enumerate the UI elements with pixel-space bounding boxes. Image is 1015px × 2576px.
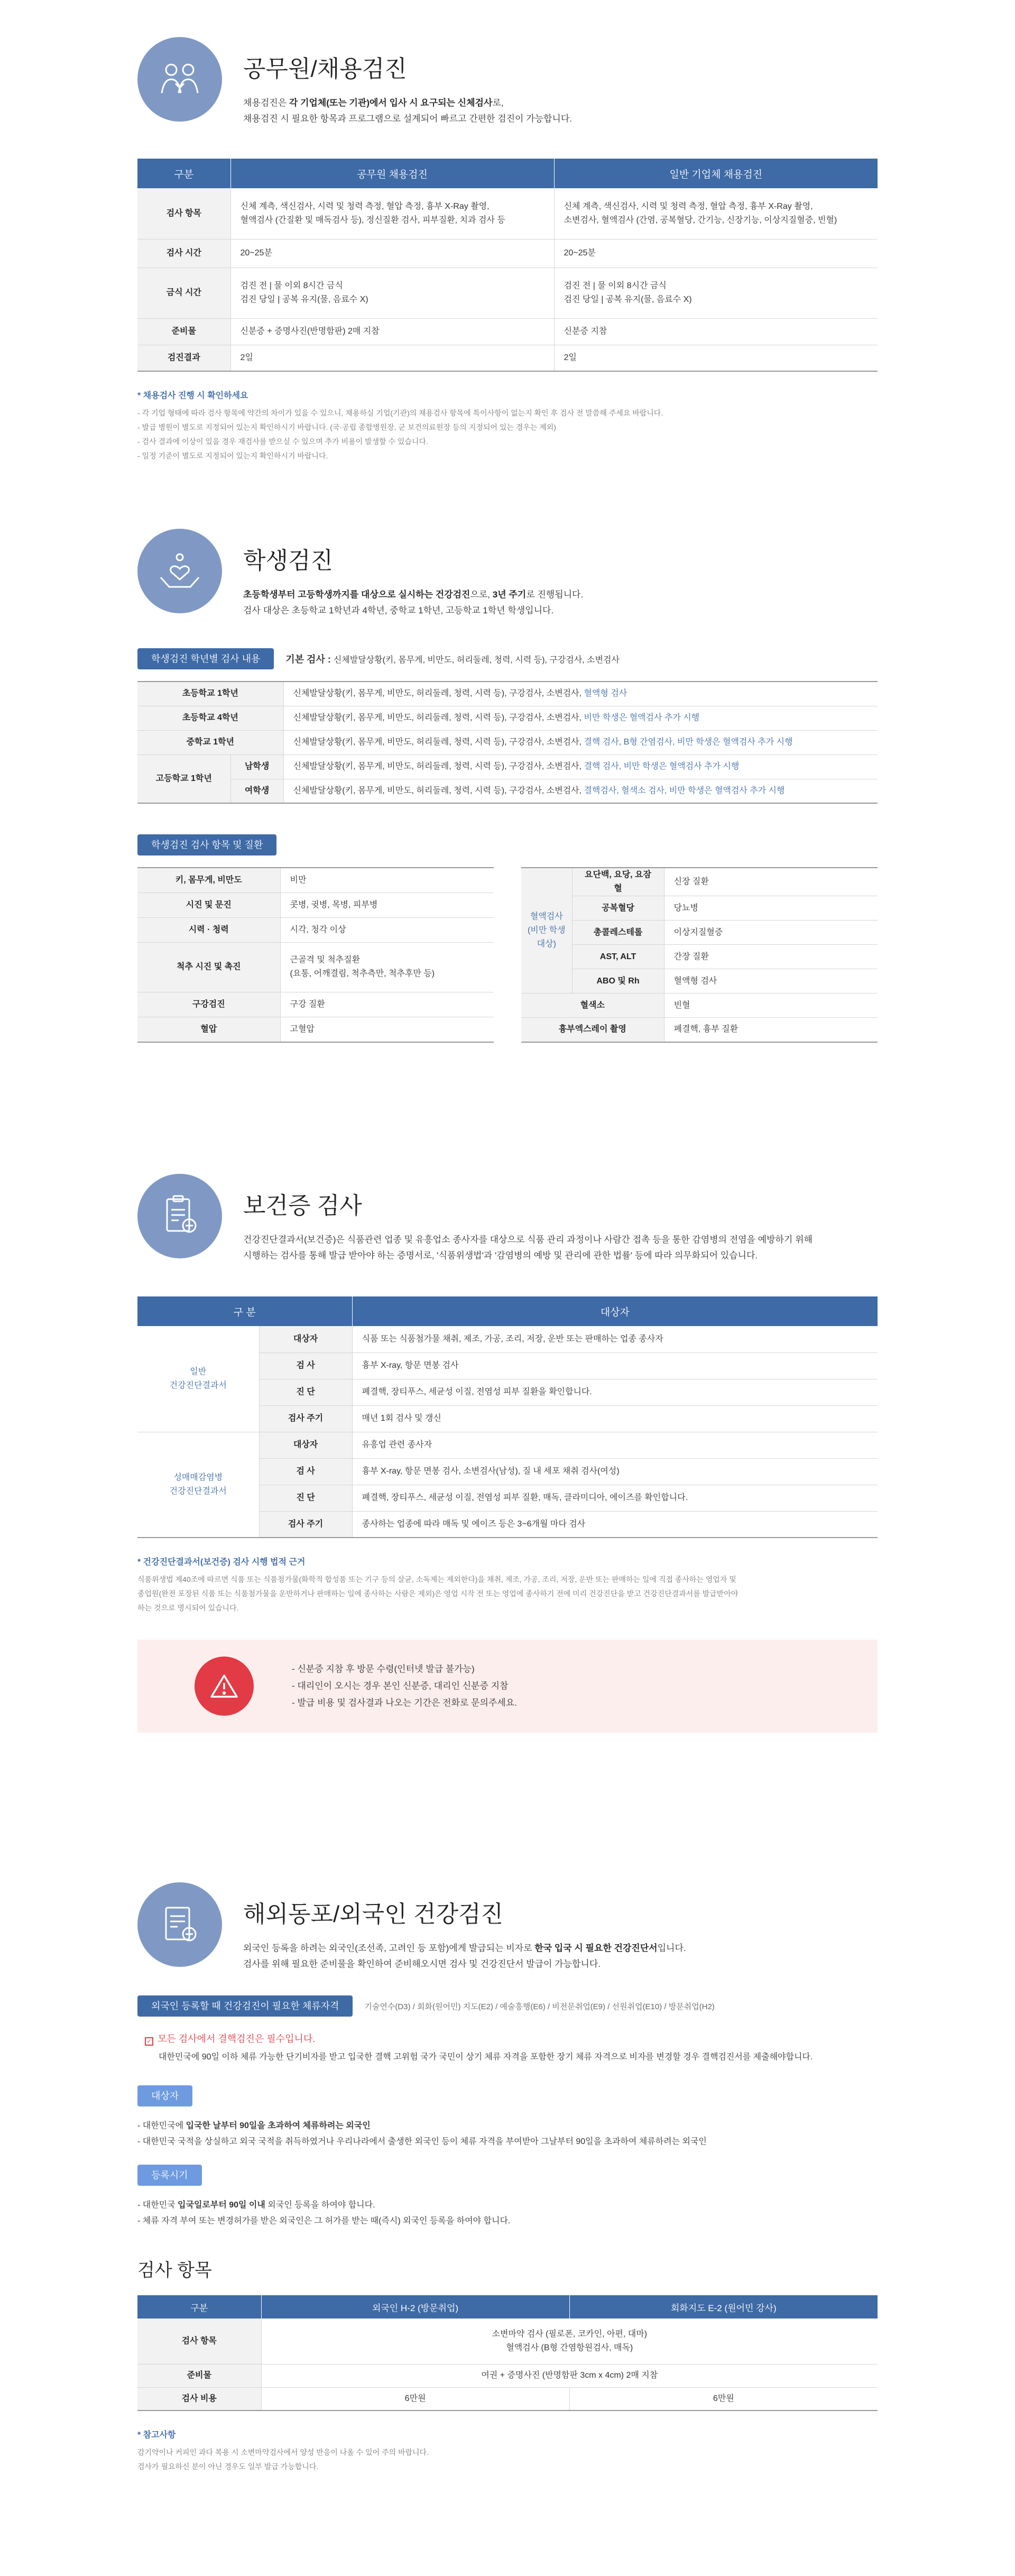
table-cell: 신체 계측, 색신검사, 시력 및 청력 측정, 혈압 측정, 흉부 X-Ray 촬영, 혈액검사 (간질환 및 매독검사 등), 정신질환 검사, 피부질환, 치과 검사 등 bbox=[230, 188, 554, 239]
row-label: 진 단 bbox=[259, 1379, 352, 1405]
note-line: - 발급 병원이 별도로 지정되어 있는지 확인하시기 바랍니다. (국·공립 종합병원장, 군 보건의료원장 등의 지정되어 있는 경우는 제외) bbox=[137, 423, 556, 431]
item-label: 총콜레스테롤 bbox=[572, 921, 664, 945]
row-sublabel: 남학생 bbox=[230, 755, 283, 779]
alert-title: ✓ 모든 검사에서 결핵검진은 필수입니다. bbox=[145, 2031, 878, 2046]
period-line: - 체류 자격 부여 또는 변경허가를 받은 외국인은 그 허가를 받는 때(즉시) 외국인 등록을 하여야 합니다. bbox=[137, 2216, 511, 2225]
table-cell: 폐결핵, 장티푸스, 세균성 이질, 전염성 피부 질환을 확인합니다. bbox=[352, 1379, 878, 1405]
section-title: 해외동포/외국인 건강검진 bbox=[243, 1901, 503, 1927]
section-title: 보건증 검사 bbox=[243, 1193, 362, 1219]
item-label: 공복혈당 bbox=[572, 896, 664, 921]
row-label: 준비물 bbox=[137, 318, 230, 345]
section-description: 초등학생부터 고등학생까지를 대상으로 실시하는 건강검진으로, 3년 주기로 진행됩니다. 검사 대상은 초등학교 1학년과 4학년, 중학교 1학년, 고등학교 1학년 학생입니다. bbox=[243, 590, 584, 615]
warning-icon bbox=[195, 1657, 254, 1716]
notes bbox=[137, 1572, 878, 1615]
note-line: 식품위생법 제40조에 따르면 식품 또는 식품첨가물(화학적 합성품 또는 기구 등의 살균, 소독제는 제외한다)을 채취, 제조, 가공, 조리, 저장, 운반 또는 판매하는 일에 직접 종사하는 영업자 및 bbox=[137, 1575, 736, 1584]
row-label: 고등학교 1학년 bbox=[137, 755, 230, 803]
section-description: 채용검진은 각 기업체(또는 기관)에서 입사 시 요구되는 신체검사로, 채용검진 시 필요한 항목과 프로그램으로 설계되어 빠르고 간편한 검진이 가능합니다. bbox=[243, 98, 573, 124]
row-label: 검사 비용 bbox=[137, 2387, 261, 2411]
section-recruitment-checkup bbox=[137, 37, 878, 463]
target-line: - 대한민국에 입국한 날부터 90일을 초과하여 체류하려는 외국인 bbox=[137, 2121, 371, 2130]
item-value: 혈액형 검사 bbox=[664, 969, 878, 993]
document-plus-icon bbox=[137, 1882, 222, 1967]
row-label: 검사 주기 bbox=[259, 1511, 352, 1538]
item-value: 폐결핵, 흉부 질환 bbox=[664, 1018, 878, 1042]
recruitment-table bbox=[137, 159, 878, 372]
cost-cell: 6만원 bbox=[261, 2387, 569, 2411]
table-cell: 20~25분 bbox=[554, 239, 878, 268]
table-cell: 식품 또는 식품첨가물 채취, 제조, 가공, 조리, 저장, 운반 또는 판매하는 업종 종사자 bbox=[352, 1326, 878, 1353]
notes-title: * 참고사항 bbox=[137, 2431, 176, 2440]
note-line: 검사가 필요하신 분이 아닌 경우도 일부 발급 가능합니다. bbox=[137, 2462, 319, 2471]
table-cell: 흉부 X-ray, 항문 면봉 검사, 소변검사(남성), 질 내 세포 채취 검사(여성) bbox=[352, 1458, 878, 1485]
table-cell: 신체발달상황(키, 몸무게, 비만도, 허리둘레, 청력, 시력 등), 구강검사, 소변검사, 결핵검사, 혈색소 검사, 비만 학생은 혈액검사 추가 시행 bbox=[283, 779, 878, 803]
section-title: 학생검진 bbox=[243, 548, 334, 574]
notes-title: * 건강진단결과서(보건증) 검사 시행 법적 근거 bbox=[137, 1558, 306, 1567]
warning-line: - 신분증 지참 후 방문 수령(인터넷 발급 불가능) bbox=[292, 1664, 475, 1674]
cost-cell: 6만원 bbox=[569, 2387, 878, 2411]
section-health-certificate bbox=[137, 1174, 878, 1733]
table-cell: 검진 전 | 물 이외 8시간 금식 검진 당일 | 공복 유지(물, 음료수 X) bbox=[554, 268, 878, 318]
table-cell: 신체발달상황(키, 몸무게, 비만도, 허리둘레, 청력, 시력 등), 구강검사, 소변검사, 결핵 검사, 비만 학생은 혈액검사 추가 시행 bbox=[283, 755, 878, 779]
exam-items-cell: 소변마약 검사 (필로폰, 코카인, 아편, 대마) 혈액검사 (B형 간염항원검사, 매독) bbox=[261, 2319, 878, 2364]
left-items-table bbox=[137, 867, 494, 1043]
item-value: 콧병, 귓병, 목병, 피부병 bbox=[280, 893, 494, 917]
section-foreigner-checkup bbox=[137, 1882, 878, 2474]
target-line: - 대한민국 국적을 상실하고 외국 국적을 취득하였거나 우리나라에서 출생한 외국인 등이 체류 자격을 부여받아 그날부터 90일을 초과하여 체류하려는 외국인 bbox=[137, 2137, 707, 2146]
table-header: 구분 bbox=[137, 159, 230, 188]
item-label: 요단백, 요당, 요잠혈 bbox=[572, 868, 664, 896]
item-value: 이상지질혈증 bbox=[664, 921, 878, 945]
item-value: 비만 bbox=[280, 868, 494, 893]
row-label: 준비물 bbox=[137, 2364, 261, 2387]
alert-text: 대한민국에 90일 이하 체류 가능한 단기비자를 받고 입국한 결핵 고위험 국가 국민이 상기 체류 자격을 포함한 장기 체류 자격으로 비자를 변경할 경우 결핵검진서를 제출해야합니다. bbox=[159, 2053, 813, 2062]
notes-title: * 채용검사 진행 시 확인하세요 bbox=[137, 391, 248, 400]
row-label: 초등학교 1학년 bbox=[137, 682, 283, 706]
table-header: 일반 기업체 채용검진 bbox=[554, 159, 878, 188]
disease-pill: 학생검진 검사 항목 및 질환 bbox=[137, 834, 276, 855]
table-header: 구 분 bbox=[137, 1296, 352, 1326]
section-title: 공무원/채용검진 bbox=[243, 56, 407, 82]
row-label: 진 단 bbox=[259, 1485, 352, 1511]
table-cell: 흉부 X-ray, 항문 면봉 검사 bbox=[352, 1353, 878, 1379]
prep-cell: 여권 + 증명사진 (반명함판 3cm x 4cm) 2매 지참 bbox=[261, 2364, 878, 2387]
item-value: 간장 질환 bbox=[664, 945, 878, 969]
table-cell: 유흥업 관련 종사자 bbox=[352, 1432, 878, 1458]
clipboard-icon bbox=[137, 1174, 222, 1258]
row-sublabel: 여학생 bbox=[230, 779, 283, 803]
row-label: 중학교 1학년 bbox=[137, 730, 283, 755]
visa-list: 기술연수(D3) / 회화(원어민) 지도(E2) / 예술흥행(E6) / 비전문취업(E9) / 선원취업(E10) / 방문취업(H2) bbox=[364, 2002, 715, 2011]
note-line: - 각 기업 형태에 따라 검사 항목에 약간의 차이가 있을 수 있으니, 채용하실 기업(기관)의 채용검사 항목에 특이사항이 없는지 확인 후 검사 전 말씀해 주세요 바랍니다. bbox=[137, 409, 663, 417]
blood-test-label: 혈액검사 (비만 학생 대상) bbox=[521, 868, 572, 993]
right-items-table bbox=[521, 867, 878, 1043]
table-header: 회화지도 E-2 (원어민 강사) bbox=[569, 2295, 878, 2319]
period-line: - 대한민국 입국일로부터 90일 이내 외국인 등록을 하여야 합니다. bbox=[137, 2201, 375, 2210]
table-cell: 20~25분 bbox=[230, 239, 554, 268]
item-label: 혈색소 bbox=[521, 993, 664, 1018]
item-label: 시진 및 문진 bbox=[137, 893, 280, 917]
table-cell: 신체 계측, 색신검사, 시력 및 청력 측정, 혈압 측정, 흉부 X-Ray 촬영, 소변검사, 혈액검사 (간염, 공복혈당, 간기능, 신장기능, 이상지질혈증, 빈혈) bbox=[554, 188, 878, 239]
people-icon bbox=[137, 37, 222, 122]
notes bbox=[137, 406, 878, 463]
period-pill: 등록시기 bbox=[137, 2165, 202, 2186]
item-label: AST, ALT bbox=[572, 945, 664, 969]
foreigner-exam-table bbox=[137, 2295, 878, 2411]
basic-exam-text: 기본 검사 : 신체발달상황(키, 몸무게, 비만도, 허리둘레, 청력, 시력 등), 구강검사, 소변검사 bbox=[285, 654, 620, 665]
row-label: 금식 시간 bbox=[137, 268, 230, 318]
item-label: 키, 몸무게, 비만도 bbox=[137, 868, 280, 893]
note-line: 종업원(완전 포장된 식품 또는 식품첨가물을 운반하거나 판매하는 일에 종사하는 사람은 제외)은 영업 시작 전 또는 영업에 종사하기 전에 미리 건강진단을 받고 건강진단결과서를 발급받아야 bbox=[137, 1589, 739, 1598]
item-label: ABO 및 Rh bbox=[572, 969, 664, 993]
warning-line: - 대리인이 오시는 경우 본인 신분증, 대리인 신분증 지참 bbox=[292, 1681, 509, 1691]
warning-line: - 발급 비용 및 검사결과 나오는 기간은 전화로 문의주세요. bbox=[292, 1698, 517, 1708]
item-label: 흉부엑스레이 촬영 bbox=[521, 1018, 664, 1042]
item-label: 척추 시진 및 촉진 bbox=[137, 942, 280, 992]
notes bbox=[137, 2445, 878, 2474]
table-cell: 신분증 + 증명사진(반명함판) 2매 지참 bbox=[230, 318, 554, 345]
table-cell: 폐결핵, 장티푸스, 세균성 이질, 전염성 피부 질환, 매독, 클라미디아, 에이즈를 확인합니다. bbox=[352, 1485, 878, 1511]
health-cert-table bbox=[137, 1296, 878, 1538]
row-label: 검사 항목 bbox=[137, 2319, 261, 2364]
note-line: - 검사 결과에 이상이 있을 경우 재검사를 받으실 수 있으며 추가 비용이 발생할 수 있습니다. bbox=[137, 437, 428, 446]
section-description: 건강진단결과서(보건증)은 식품관련 업종 및 유흥업소 종사자를 대상으로 식품 관리 과정이나 사람간 접촉 등을 통한 감염병의 전염을 예방하기 위해 시행하는 검사를 통해 발급 받아야 하는 증명서로, '식품위생법'과 '감염병의 예방 및 관리에 관한 법률' 등에 따라 의무화되어 있습니다. bbox=[243, 1235, 813, 1261]
note-line: - 일정 기준이 별도로 지정되어 있는지 확인하시기 바랍니다. bbox=[137, 452, 328, 460]
table-cell: 매년 1회 검사 및 갱신 bbox=[352, 1405, 878, 1432]
table-header: 외국인 H-2 (방문취업) bbox=[261, 2295, 569, 2319]
row-label: 검사 시간 bbox=[137, 239, 230, 268]
item-label: 시력 · 청력 bbox=[137, 917, 280, 942]
checkbox-icon: ✓ bbox=[145, 2037, 153, 2046]
table-cell: 2일 bbox=[554, 345, 878, 371]
visa-status-pill: 외국인 등록할 때 건강검진이 필요한 체류자격 bbox=[137, 1995, 353, 2017]
section-description: 외국인 등록을 하려는 외국인(조선족, 고려인 등 포함)에게 발급되는 비자로 한국 입국 시 필요한 건강진단서입니다. 검사를 위해 필요한 준비물을 확인하여 준비해오시면 검사 및 건강진단서 발급이 가능합니다. bbox=[243, 1943, 686, 1969]
item-value: 고혈압 bbox=[280, 1017, 494, 1042]
table-header: 공무원 채용검진 bbox=[230, 159, 554, 188]
item-label: 혈압 bbox=[137, 1017, 280, 1042]
item-value: 구강 질환 bbox=[280, 992, 494, 1017]
item-value: 당뇨병 bbox=[664, 896, 878, 921]
table-cell: 2일 bbox=[230, 345, 554, 371]
table-cell: 검진 전 | 물 이외 8시간 금식 검진 당일 | 공복 유지(물, 음료수 X) bbox=[230, 268, 554, 318]
item-value: 근골격 및 척추질환 (요통, 어깨결림, 척추측만, 척추후만 등) bbox=[280, 942, 494, 992]
section-student-checkup bbox=[137, 529, 878, 1043]
item-value: 시각, 청각 이상 bbox=[280, 917, 494, 942]
row-label: 검 사 bbox=[259, 1353, 352, 1379]
row-label: 초등학교 4학년 bbox=[137, 706, 283, 730]
item-value: 빈혈 bbox=[664, 993, 878, 1018]
row-label: 검사 주기 bbox=[259, 1405, 352, 1432]
exam-items-title: 검사 항목 bbox=[137, 2260, 212, 2280]
grade-exam-table bbox=[137, 681, 878, 804]
item-label: 구강검진 bbox=[137, 992, 280, 1017]
group-label: 일반 건강진단결과서 bbox=[137, 1326, 259, 1432]
table-header: 대상자 bbox=[352, 1296, 878, 1326]
table-cell: 종사하는 업종에 따라 매독 및 에이즈 등은 3~6개월 마다 검사 bbox=[352, 1511, 878, 1538]
row-label: 검사 항목 bbox=[137, 188, 230, 239]
warning-box bbox=[137, 1640, 878, 1733]
grade-exam-pill: 학생검진 학년별 검사 내용 bbox=[137, 648, 274, 669]
table-cell: 신체발달상황(키, 몸무게, 비만도, 허리둘레, 청력, 시력 등), 구강검사, 소변검사, 혈액형 검사 bbox=[283, 682, 878, 706]
row-label: 대상자 bbox=[259, 1326, 352, 1353]
table-cell: 신체발달상황(키, 몸무게, 비만도, 허리둘레, 청력, 시력 등), 구강검사, 소변검사, 비만 학생은 혈액검사 추가 시행 bbox=[283, 706, 878, 730]
note-line: 하는 것으로 명시되어 있습니다. bbox=[137, 1604, 239, 1612]
row-label: 대상자 bbox=[259, 1432, 352, 1458]
table-header: 구분 bbox=[137, 2295, 261, 2319]
care-hands-icon bbox=[137, 529, 222, 613]
table-cell: 신체발달상황(키, 몸무게, 비만도, 허리둘레, 청력, 시력 등), 구강검사, 소변검사, 결핵 검사, B형 간염검사, 비만 학생은 혈액검사 추가 시행 bbox=[283, 730, 878, 755]
item-value: 신장 질환 bbox=[664, 868, 878, 896]
row-label: 검 사 bbox=[259, 1458, 352, 1485]
row-label: 검진결과 bbox=[137, 345, 230, 371]
table-cell: 신분증 지참 bbox=[554, 318, 878, 345]
note-line: 감기약이나 커피인 과다 복용 시 소변마약검사에서 양성 반응이 나올 수 있어 주의 바랍니다. bbox=[137, 2448, 429, 2457]
group-label: 성매매감염병 건강진단결과서 bbox=[137, 1432, 259, 1538]
target-pill: 대상자 bbox=[137, 2085, 192, 2106]
